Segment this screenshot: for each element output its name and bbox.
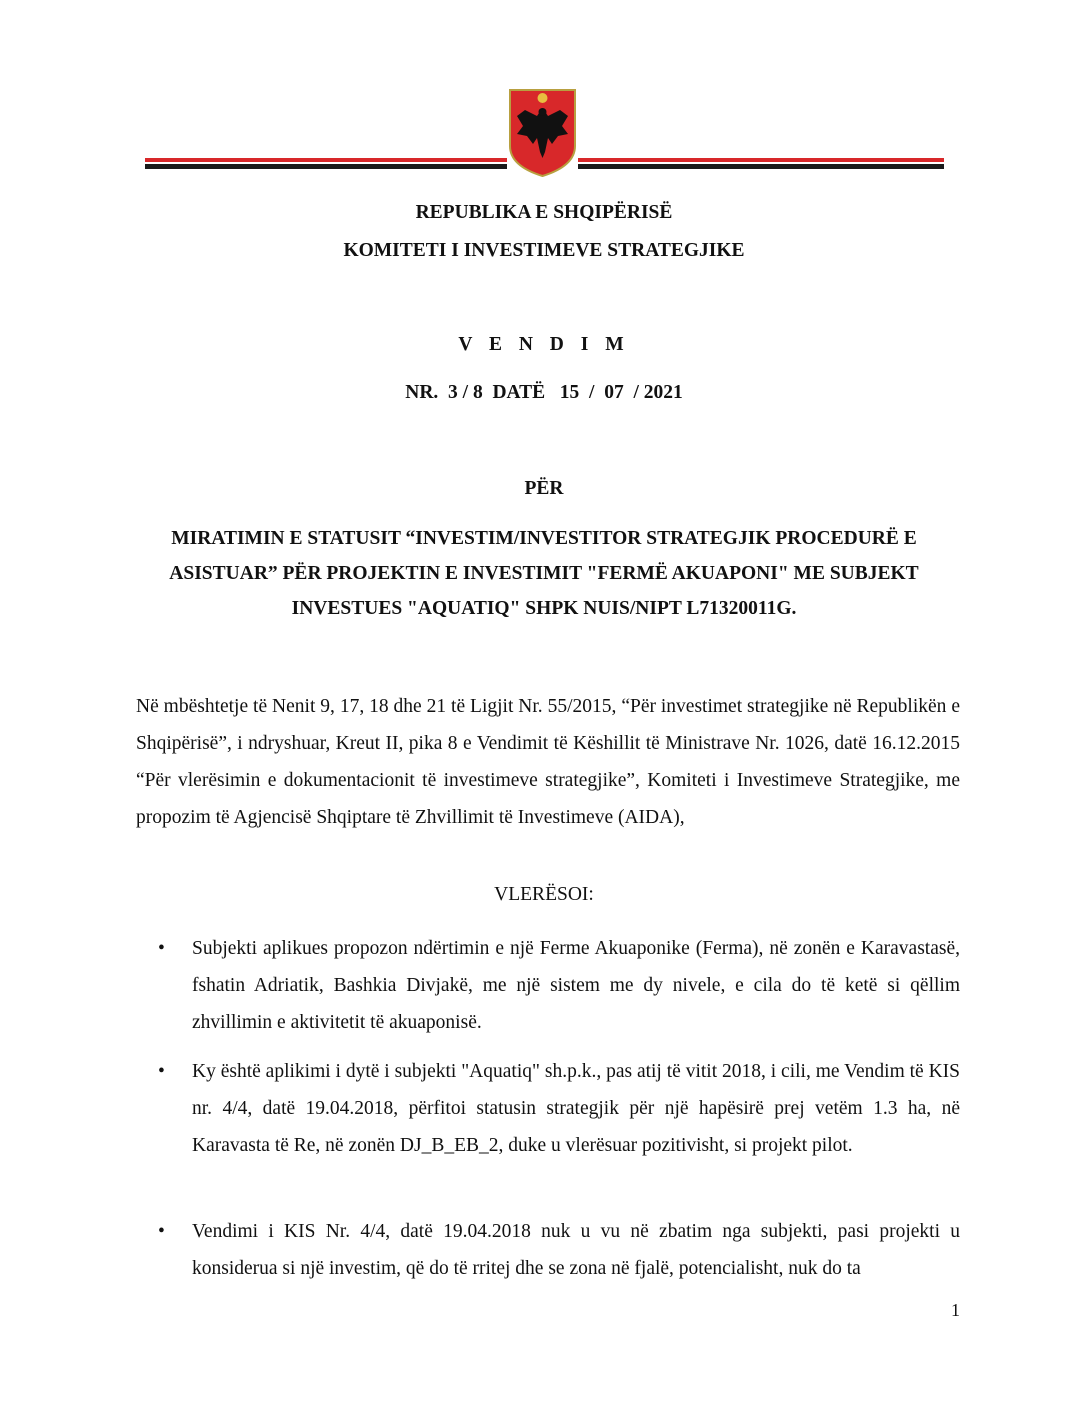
bullet-icon: • [158,1061,165,1082]
list-item-text: Ky është aplikimi i dytë i subjekti "Aquatiq" sh.p.k., pas atij të vitit 2018, i cili, me Vendim të KIS nr. 4/4, datë 19.04.2018, përfitoi statusin strategjik për një hapësirë prej vetëm 1.3 ha, në Karavasta të Re, në zonën DJ_B_EB_2, duke u vlerësuar pozitivisht, si projekt pilot. [192,1061,960,1156]
page-number: 1 [951,1300,960,1320]
list-item-text: Subjekti aplikues propozon ndërtimin e një Ferme Akuaponike (Ferma), në zonën e Karavastasë, fshatin Adriatik, Bashkia Divjakë, me një sistem me dy nivele, e cila do të ketë si qëllim zhvillimin e aktivitetit të akuaponisë. [192,938,960,1033]
bullet-icon: • [158,938,165,959]
header-rule-right [578,164,944,169]
decision-title: MIRATIMIN E STATUSIT “INVESTIM/INVESTITOR STRATEGJIK PROCEDURË E ASISTUAR” PËR PROJEKTIN E INVESTIMIT "FERMË AKUAPONI" ME SUBJEKT INVESTUES "AQUATIQ" SHPK NUIS/NIPT L71320011G. [169,528,919,619]
country-heading: REPUBLIKA E SHQIPËRISË [415,202,673,223]
vleresoi-heading: VLERËSOI: [494,884,594,905]
decision-number: NR. 3 / 8 DATË 15 / 07 / 2021 [405,382,683,403]
list-item-text: Vendimi i KIS Nr. 4/4, datë 19.04.2018 nuk u vu në zbatim nga subjekti, pasi projekti u konsiderua si një investim, që do të rritej dhe se zona në fjalë, potencialisht, nuk do ta [192,1221,960,1279]
bullet-icon: • [158,1221,165,1242]
committee-heading: KOMITETI I INVESTIMEVE STRATEGJIKE [343,240,745,261]
decision-label: V E N D I M [458,334,630,355]
intro-paragraph: Në mbështetje të Nenit 9, 17, 18 dhe 21 të Ligjit Nr. 55/2015, “Për investimet strategjike në Republikën e Shqipërisë”, i ndryshuar, Kreut II, pika 8 e Vendimit të Këshillit të Ministrave Nr. 1026, datë 16.12.2015 “Për vlerësimin e dokumentacionit të investimeve strategjike”, Komiteti i Investimeve Strategjike, me propozim të Agjencisë Shqiptare të Zhvillimit të Investimeve (AIDA), [136,696,960,828]
albanian-coat-of-arms-icon [507,86,578,178]
header-rule-left [145,164,507,169]
letterhead [0,0,1088,200]
decision-per: PËR [524,478,564,499]
